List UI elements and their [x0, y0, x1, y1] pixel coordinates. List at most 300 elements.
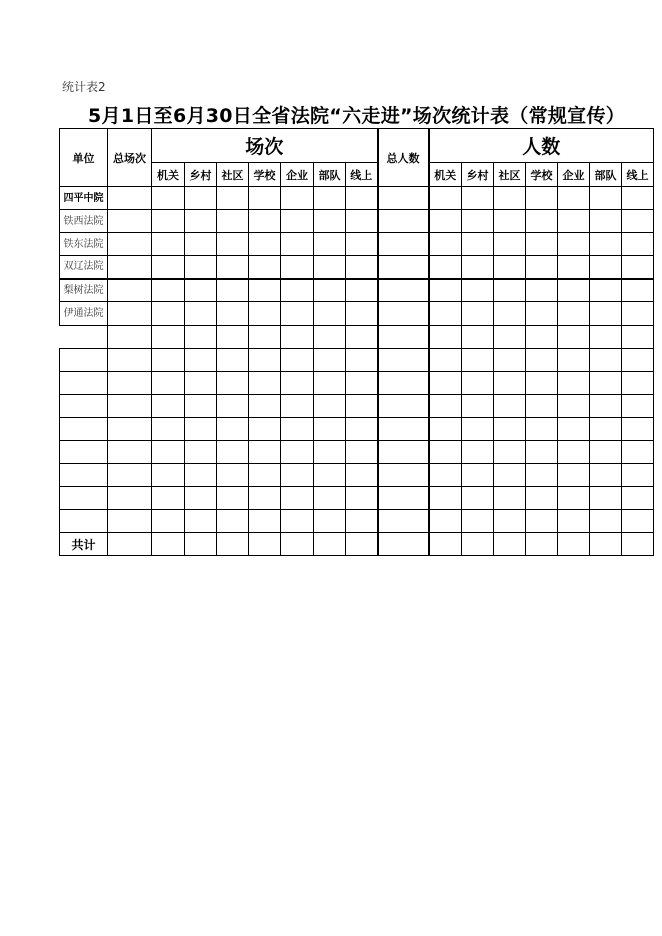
data-cell[interactable]	[558, 326, 590, 349]
data-cell[interactable]	[494, 395, 526, 418]
data-cell[interactable]	[249, 349, 281, 372]
data-cell[interactable]	[152, 418, 185, 441]
unit-header: 单位	[60, 129, 108, 187]
data-cell[interactable]	[558, 487, 590, 510]
data-cell[interactable]	[281, 418, 314, 441]
data-cell[interactable]	[249, 279, 281, 302]
data-cell[interactable]	[462, 210, 494, 233]
data-cell[interactable]	[314, 210, 346, 233]
data-cell[interactable]	[217, 418, 249, 441]
data-cell[interactable]	[378, 256, 429, 279]
data-cell[interactable]	[108, 326, 152, 349]
data-cell[interactable]	[217, 187, 249, 210]
data-cell[interactable]	[346, 256, 378, 279]
data-cell[interactable]	[526, 233, 558, 256]
data-cell[interactable]	[314, 418, 346, 441]
total-cell[interactable]	[558, 533, 590, 556]
data-cell[interactable]	[185, 418, 217, 441]
unit-cell[interactable]: 梨树法院	[60, 279, 108, 302]
total-cell[interactable]	[429, 533, 462, 556]
data-cell[interactable]	[462, 279, 494, 302]
total-cell[interactable]	[590, 533, 622, 556]
data-cell[interactable]	[346, 279, 378, 302]
data-cell[interactable]	[152, 187, 185, 210]
data-cell[interactable]	[526, 418, 558, 441]
data-cell[interactable]	[590, 418, 622, 441]
data-cell[interactable]	[249, 187, 281, 210]
data-cell[interactable]	[558, 187, 590, 210]
data-cell[interactable]	[108, 210, 152, 233]
total-cell[interactable]	[494, 533, 526, 556]
sessions-venue-2: 乡村	[185, 163, 217, 187]
data-cell[interactable]	[622, 302, 654, 326]
data-cell[interactable]	[217, 210, 249, 233]
data-cell[interactable]	[622, 326, 654, 349]
data-cell[interactable]	[429, 349, 462, 372]
unit-cell[interactable]	[60, 326, 108, 349]
data-cell[interactable]	[281, 372, 314, 395]
data-cell[interactable]	[622, 187, 654, 210]
data-cell[interactable]	[526, 510, 558, 533]
unit-cell[interactable]	[60, 349, 108, 372]
data-cell[interactable]	[185, 210, 217, 233]
data-cell[interactable]	[217, 302, 249, 326]
data-cell[interactable]	[429, 441, 462, 464]
data-cell[interactable]	[462, 256, 494, 279]
data-cell[interactable]	[558, 464, 590, 487]
data-cell[interactable]	[217, 279, 249, 302]
unit-cell[interactable]: 双辽法院	[60, 256, 108, 279]
data-cell[interactable]	[590, 395, 622, 418]
people-venue-6: 部队	[590, 163, 622, 187]
data-cell[interactable]	[378, 349, 429, 372]
data-cell[interactable]	[494, 464, 526, 487]
data-cell[interactable]	[314, 256, 346, 279]
total-cell[interactable]	[281, 533, 314, 556]
page-title: 5月1日至6月30日全省法院“六走进”场次统计表（常规宣传）	[88, 105, 626, 127]
data-cell[interactable]	[314, 326, 346, 349]
data-cell[interactable]	[346, 418, 378, 441]
data-cell[interactable]	[558, 349, 590, 372]
data-cell[interactable]	[217, 326, 249, 349]
data-cell[interactable]	[494, 510, 526, 533]
data-cell[interactable]	[217, 372, 249, 395]
data-cell[interactable]	[281, 395, 314, 418]
data-cell[interactable]	[526, 187, 558, 210]
data-cell[interactable]	[281, 187, 314, 210]
table-row	[60, 349, 654, 372]
total-cell[interactable]	[249, 533, 281, 556]
people-venue-3: 社区	[494, 163, 526, 187]
data-cell[interactable]	[378, 279, 429, 302]
data-cell[interactable]	[558, 279, 590, 302]
data-cell[interactable]	[314, 372, 346, 395]
data-cell[interactable]	[314, 510, 346, 533]
data-cell[interactable]	[429, 210, 462, 233]
data-cell[interactable]	[462, 349, 494, 372]
data-cell[interactable]	[108, 302, 152, 326]
unit-cell[interactable]: 铁西法院	[60, 210, 108, 233]
data-cell[interactable]	[152, 464, 185, 487]
data-cell[interactable]	[462, 326, 494, 349]
data-cell[interactable]	[526, 210, 558, 233]
data-cell[interactable]	[217, 487, 249, 510]
data-cell[interactable]	[281, 210, 314, 233]
table-row	[60, 418, 654, 441]
data-cell[interactable]	[622, 210, 654, 233]
data-cell[interactable]	[314, 279, 346, 302]
data-cell[interactable]	[108, 441, 152, 464]
data-cell[interactable]	[249, 210, 281, 233]
data-cell[interactable]	[108, 464, 152, 487]
data-cell[interactable]	[281, 441, 314, 464]
data-cell[interactable]	[185, 464, 217, 487]
data-cell[interactable]	[494, 187, 526, 210]
data-cell[interactable]	[494, 372, 526, 395]
data-cell[interactable]	[462, 441, 494, 464]
data-cell[interactable]	[622, 279, 654, 302]
data-cell[interactable]	[378, 326, 429, 349]
data-cell[interactable]	[378, 441, 429, 464]
data-cell[interactable]	[590, 487, 622, 510]
total-cell[interactable]	[378, 533, 429, 556]
total-cell[interactable]	[462, 533, 494, 556]
data-cell[interactable]	[249, 256, 281, 279]
data-cell[interactable]	[590, 326, 622, 349]
data-cell[interactable]	[462, 464, 494, 487]
data-cell[interactable]	[526, 395, 558, 418]
data-cell[interactable]	[378, 487, 429, 510]
unit-cell[interactable]: 四平中院	[60, 187, 108, 210]
data-cell[interactable]	[281, 279, 314, 302]
data-cell[interactable]	[108, 487, 152, 510]
data-cell[interactable]	[346, 487, 378, 510]
data-cell[interactable]	[346, 441, 378, 464]
total-cell[interactable]	[217, 533, 249, 556]
data-cell[interactable]	[281, 302, 314, 326]
data-cell[interactable]	[281, 256, 314, 279]
data-cell[interactable]	[152, 302, 185, 326]
table-row	[60, 326, 654, 349]
total-cell[interactable]	[622, 533, 654, 556]
sheet-label: 统计表2	[62, 80, 106, 94]
data-cell[interactable]	[346, 302, 378, 326]
unit-cell[interactable]	[60, 372, 108, 395]
data-cell[interactable]	[281, 233, 314, 256]
data-cell[interactable]	[558, 302, 590, 326]
data-cell[interactable]	[217, 233, 249, 256]
data-cell[interactable]	[429, 464, 462, 487]
data-cell[interactable]	[249, 326, 281, 349]
statistics-table	[59, 128, 654, 556]
data-cell[interactable]	[108, 418, 152, 441]
total-cell[interactable]	[108, 533, 152, 556]
data-cell[interactable]	[185, 510, 217, 533]
total-cell[interactable]	[152, 533, 185, 556]
data-cell[interactable]	[590, 510, 622, 533]
total-cell[interactable]	[185, 533, 217, 556]
data-cell[interactable]	[494, 256, 526, 279]
data-cell[interactable]	[494, 279, 526, 302]
data-cell[interactable]	[217, 256, 249, 279]
unit-cell[interactable]	[60, 464, 108, 487]
data-cell[interactable]	[314, 464, 346, 487]
data-cell[interactable]	[494, 233, 526, 256]
data-cell[interactable]	[108, 510, 152, 533]
data-cell[interactable]	[378, 395, 429, 418]
data-cell[interactable]	[185, 233, 217, 256]
data-cell[interactable]	[378, 372, 429, 395]
data-cell[interactable]	[429, 395, 462, 418]
data-cell[interactable]	[558, 256, 590, 279]
data-cell[interactable]	[108, 279, 152, 302]
data-cell[interactable]	[249, 395, 281, 418]
data-cell[interactable]	[622, 256, 654, 279]
data-cell[interactable]	[108, 349, 152, 372]
data-cell[interactable]	[526, 326, 558, 349]
data-cell[interactable]	[429, 487, 462, 510]
data-cell[interactable]	[152, 510, 185, 533]
data-cell[interactable]	[314, 349, 346, 372]
total-row	[60, 533, 654, 556]
table-row	[60, 279, 654, 302]
data-cell[interactable]	[108, 233, 152, 256]
data-cell[interactable]	[346, 349, 378, 372]
data-cell[interactable]	[217, 349, 249, 372]
data-cell[interactable]	[249, 233, 281, 256]
sessions-venue-6: 部队	[314, 163, 346, 187]
data-cell[interactable]	[462, 372, 494, 395]
data-cell[interactable]	[622, 395, 654, 418]
total-cell[interactable]	[314, 533, 346, 556]
data-cell[interactable]	[152, 441, 185, 464]
data-cell[interactable]	[281, 510, 314, 533]
data-cell[interactable]	[378, 302, 429, 326]
data-cell[interactable]	[152, 326, 185, 349]
data-cell[interactable]	[429, 418, 462, 441]
data-cell[interactable]	[108, 187, 152, 210]
data-cell[interactable]	[429, 302, 462, 326]
data-cell[interactable]	[590, 279, 622, 302]
data-cell[interactable]	[622, 441, 654, 464]
data-cell[interactable]	[558, 210, 590, 233]
data-cell[interactable]	[494, 302, 526, 326]
data-cell[interactable]	[185, 279, 217, 302]
table-row	[60, 210, 654, 233]
data-cell[interactable]	[185, 302, 217, 326]
data-cell[interactable]	[462, 418, 494, 441]
total-people-header: 总人数	[378, 129, 429, 187]
data-cell[interactable]	[249, 441, 281, 464]
data-cell[interactable]	[152, 256, 185, 279]
data-cell[interactable]	[314, 187, 346, 210]
data-cell[interactable]	[281, 464, 314, 487]
unit-cell[interactable]	[60, 441, 108, 464]
data-cell[interactable]	[622, 372, 654, 395]
data-cell[interactable]	[462, 233, 494, 256]
data-cell[interactable]	[185, 326, 217, 349]
data-cell[interactable]	[314, 395, 346, 418]
data-cell[interactable]	[378, 233, 429, 256]
data-cell[interactable]	[558, 395, 590, 418]
data-cell[interactable]	[494, 418, 526, 441]
table-row	[60, 487, 654, 510]
data-cell[interactable]	[249, 418, 281, 441]
sessions-venue-3: 社区	[217, 163, 249, 187]
data-cell[interactable]	[429, 372, 462, 395]
data-cell[interactable]	[526, 279, 558, 302]
table-row	[60, 187, 654, 210]
data-cell[interactable]	[152, 279, 185, 302]
data-cell[interactable]	[152, 210, 185, 233]
total-label: 共计	[60, 533, 108, 556]
data-cell[interactable]	[622, 418, 654, 441]
total-cell[interactable]	[346, 533, 378, 556]
data-cell[interactable]	[429, 326, 462, 349]
data-cell[interactable]	[152, 395, 185, 418]
header-row-1	[60, 129, 654, 163]
table-row	[60, 510, 654, 533]
data-cell[interactable]	[152, 372, 185, 395]
data-cell[interactable]	[622, 349, 654, 372]
data-cell[interactable]	[217, 510, 249, 533]
data-cell[interactable]	[526, 487, 558, 510]
total-sessions-header: 总场次	[108, 129, 152, 187]
data-cell[interactable]	[526, 349, 558, 372]
data-cell[interactable]	[108, 395, 152, 418]
data-cell[interactable]	[558, 441, 590, 464]
data-cell[interactable]	[378, 464, 429, 487]
data-cell[interactable]	[152, 349, 185, 372]
unit-cell[interactable]: 铁东法院	[60, 233, 108, 256]
data-cell[interactable]	[429, 256, 462, 279]
data-cell[interactable]	[429, 279, 462, 302]
data-cell[interactable]	[378, 187, 429, 210]
data-cell[interactable]	[590, 187, 622, 210]
data-cell[interactable]	[558, 510, 590, 533]
data-cell[interactable]	[185, 372, 217, 395]
data-cell[interactable]	[526, 464, 558, 487]
total-cell[interactable]	[526, 533, 558, 556]
unit-cell[interactable]	[60, 510, 108, 533]
data-cell[interactable]	[462, 510, 494, 533]
people-group-header: 人数	[429, 129, 654, 163]
data-cell[interactable]	[108, 372, 152, 395]
data-cell[interactable]	[590, 372, 622, 395]
data-cell[interactable]	[462, 395, 494, 418]
data-cell[interactable]	[526, 256, 558, 279]
data-cell[interactable]	[494, 349, 526, 372]
data-cell[interactable]	[346, 510, 378, 533]
data-cell[interactable]	[494, 487, 526, 510]
data-cell[interactable]	[590, 210, 622, 233]
data-cell[interactable]	[494, 441, 526, 464]
data-cell[interactable]	[378, 510, 429, 533]
data-cell[interactable]	[622, 464, 654, 487]
data-cell[interactable]	[346, 210, 378, 233]
data-cell[interactable]	[494, 210, 526, 233]
data-cell[interactable]	[249, 487, 281, 510]
data-cell[interactable]	[217, 395, 249, 418]
people-venue-7: 线上	[622, 163, 654, 187]
data-cell[interactable]	[185, 441, 217, 464]
unit-cell[interactable]	[60, 395, 108, 418]
data-cell[interactable]	[185, 487, 217, 510]
unit-cell[interactable]	[60, 487, 108, 510]
data-cell[interactable]	[281, 487, 314, 510]
data-cell[interactable]	[558, 233, 590, 256]
data-cell[interactable]	[429, 510, 462, 533]
data-cell[interactable]	[462, 187, 494, 210]
data-cell[interactable]	[185, 349, 217, 372]
data-cell[interactable]	[462, 302, 494, 326]
data-cell[interactable]	[217, 441, 249, 464]
data-cell[interactable]	[429, 233, 462, 256]
data-cell[interactable]	[558, 372, 590, 395]
data-cell[interactable]	[346, 187, 378, 210]
table-row	[60, 233, 654, 256]
data-cell[interactable]	[346, 372, 378, 395]
people-venue-2: 乡村	[462, 163, 494, 187]
data-cell[interactable]	[185, 256, 217, 279]
data-cell[interactable]	[462, 487, 494, 510]
data-cell[interactable]	[314, 487, 346, 510]
data-cell[interactable]	[378, 418, 429, 441]
data-cell[interactable]	[249, 372, 281, 395]
data-cell[interactable]	[622, 510, 654, 533]
data-cell[interactable]	[314, 441, 346, 464]
data-cell[interactable]	[249, 464, 281, 487]
data-cell[interactable]	[281, 349, 314, 372]
data-cell[interactable]	[526, 302, 558, 326]
data-cell[interactable]	[346, 395, 378, 418]
data-cell[interactable]	[346, 233, 378, 256]
data-cell[interactable]	[590, 464, 622, 487]
data-cell[interactable]	[622, 233, 654, 256]
unit-cell[interactable]: 伊通法院	[60, 302, 108, 326]
data-cell[interactable]	[281, 326, 314, 349]
unit-cell[interactable]	[60, 418, 108, 441]
statistics-table-viewport	[59, 128, 662, 564]
data-cell[interactable]	[558, 418, 590, 441]
people-venue-1: 机关	[429, 163, 462, 187]
data-cell[interactable]	[314, 302, 346, 326]
data-cell[interactable]	[108, 256, 152, 279]
data-cell[interactable]	[429, 187, 462, 210]
data-cell[interactable]	[346, 326, 378, 349]
data-cell[interactable]	[590, 441, 622, 464]
data-cell[interactable]	[314, 233, 346, 256]
data-cell[interactable]	[590, 302, 622, 326]
data-cell[interactable]	[249, 510, 281, 533]
data-cell[interactable]	[590, 233, 622, 256]
data-cell[interactable]	[217, 464, 249, 487]
data-cell[interactable]	[622, 487, 654, 510]
data-cell[interactable]	[152, 233, 185, 256]
data-cell[interactable]	[346, 464, 378, 487]
data-cell[interactable]	[185, 187, 217, 210]
data-cell[interactable]	[185, 395, 217, 418]
data-cell[interactable]	[152, 487, 185, 510]
data-cell[interactable]	[378, 210, 429, 233]
data-cell[interactable]	[526, 441, 558, 464]
data-cell[interactable]	[590, 349, 622, 372]
data-cell[interactable]	[590, 256, 622, 279]
data-cell[interactable]	[494, 326, 526, 349]
table-row	[60, 372, 654, 395]
data-cell[interactable]	[526, 372, 558, 395]
data-cell[interactable]	[249, 302, 281, 326]
